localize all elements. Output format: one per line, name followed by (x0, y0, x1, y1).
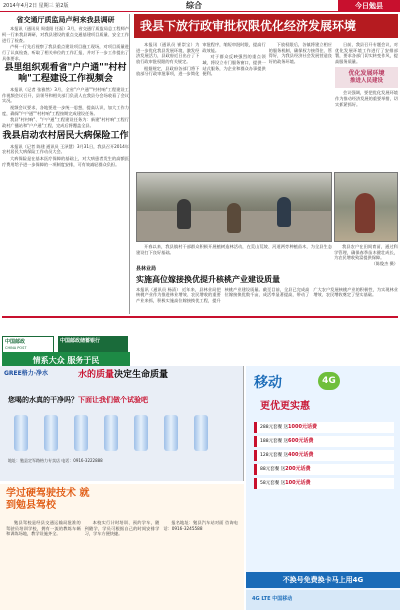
gree-logo: GREE格力·净水 (4, 370, 49, 377)
plan-label: 88元套餐 送 (260, 467, 286, 473)
lead-paragraph: 对于群众反映强烈的重点领域，将设立专门服务窗口，提供一站式服务，为企业和群众办事提供便利。 (202, 54, 266, 77)
article-paragraph: 大病保险是在基本医疗保障的基础上，对大病患者发生的高额医疗费用给予进一步保障的一项制度安排，可有效减轻群众负担。 (2, 155, 129, 167)
article-source: 县林业局 (136, 266, 157, 272)
article-paragraph: 本报讯（记者 陈建 通讯员 王泽慧）3月31日，我县召开2014年农村居民大病保险工作动员大会。 (2, 143, 129, 155)
mobile-footer: 4G LTE 中国移动 (246, 590, 400, 610)
school-paragraph: 本校实行计时培训、预约学车，随到随学，学员可根据自己的时间安排学习，学车方便快捷。 (84, 520, 160, 537)
bottle-image (164, 415, 178, 451)
school-body (6, 520, 238, 608)
article-paragraph: 视频会议要求，各地要进一步统一思想，提高认识，加大工作力度，确保"户户通""村村响"工程按期完成建设任务。 (2, 105, 129, 116)
page-header (0, 0, 400, 12)
water-bottles (10, 411, 234, 451)
photo-person (177, 199, 191, 229)
plan-amount: 100元话费 (285, 480, 311, 487)
walnut-article (136, 266, 398, 314)
gree-question-red: 下面让我们做个试验吧 (78, 396, 148, 404)
post-name-en: CHINA POST (5, 345, 27, 350)
plan-amount: 600元话费 (288, 438, 314, 445)
article-headline-1: 省交通厅质监局卢柯来我县调研 (16, 15, 115, 24)
plan-price-list (254, 422, 394, 492)
left-column (2, 14, 130, 314)
gree-question-black: 您喝的水真的干净吗？ (8, 396, 78, 404)
bottle-image (104, 415, 118, 451)
plan-row (254, 422, 394, 433)
plan-label: 188元套餐 送 (260, 439, 289, 445)
photo-caption-main: 开春以来，我县镇村干部群众积极开展植树造林活动，在荒山荒坡、河道两旁种植苗木，为全县生态建设打下良好基础。 (136, 244, 332, 255)
slogan-line-1: 优化发展环境 (348, 69, 385, 77)
article-headline-3: 我县启动农村居民大病保险工作 (2, 130, 129, 141)
lead-paragraph: 本报讯（通讯员 崔崇宝）为进一步优化我县发展环境，激发经济发展活力，县政府近日出台了下放行政审批权限的有关规定。 (136, 42, 200, 65)
gree-headline (78, 369, 168, 381)
bottle-image (14, 415, 28, 451)
slogan-line-2: 推进人民建设 (349, 77, 383, 84)
bottle-image (44, 415, 58, 451)
mobile-subtitle: 更优更实惠 (260, 401, 310, 412)
issue-date: 2014年4月2日 星期三 第2版 (3, 3, 69, 9)
bottle-image (194, 415, 208, 451)
section-title: 综合 (186, 1, 202, 10)
gree-headline-black: 决定生命质量 (114, 370, 169, 380)
gree-question (8, 396, 148, 405)
school-paragraph: 勉县驾校是经县交通运输局批准的驾驶员培训学校，拥有一流的教练车辆和训练场地，教学设施齐全。 (6, 520, 81, 537)
article-paragraph: 本报讯（记者 张雅然）3月，全省"户户通""村村响"工程建设工作视频会议召开，县领导和相关部门负责人在我县分会场收看了会议实况。 (2, 87, 129, 104)
photo-person (277, 197, 291, 227)
gree-address: 地址：勉县定军路格力专卖店 电话：0916-3222888 (8, 458, 103, 463)
lead-article-body (136, 42, 332, 170)
gree-water-ad (0, 366, 244, 481)
plan-amount: 400元话费 (288, 452, 314, 459)
walnut-body: 本报讯（通讯员 杨清） 近年来，县林业局把核桃产业作为推进林业增效、农民增收的重要产业来抓，积极实施高位嫁接换优工程，提升核桃产业建设质量。截至目前，全县已完成高位嫁接换优数千亩，成活率显著提高，带动了广大农户发展核桃产业的积极性，为实现林业增效、农民增收奠定了坚实基础。 (136, 286, 398, 303)
plan-amount: 200元话费 (285, 466, 311, 473)
plan-label: 58元套餐 送 (260, 481, 286, 487)
article-paragraph: 我县"村村响"、"户户通"工程建设任务为：新建"村村响"工程行政村广播站和"户户通"工程，完成后将覆盖全县。 (2, 117, 129, 129)
seedling-photo (334, 172, 398, 242)
post-slogan-banner: 情系大众 服务于民 (2, 352, 130, 370)
photo-person (355, 193, 375, 233)
mobile-title: 移动 (254, 375, 282, 391)
lead-sidebar (335, 42, 398, 170)
school-paragraph: 报名地址：勉县汽车站对面 咨询电话：0916-3245588 (163, 520, 238, 531)
lead-headline: 我县下放行政审批权限优化经济发展环境 (134, 14, 398, 38)
article-paragraph: 卢柯一行先后视察了我县重点建设项目施工现场，对项目质量进行了认真检查，听取了相关单位的工作汇报，并对下一步工作提出了具体要求。 (2, 44, 129, 61)
plan-row (254, 464, 394, 475)
newspaper-brand: 今日勉县 (338, 0, 400, 12)
gree-headline-red: 水的质量 (78, 370, 115, 380)
china-mobile-ad (246, 366, 400, 610)
lead-paragraph: 下放权限后，各镇将建立相应的服务机制，确保权力接得住、管得好，为我县经济社会发展营造良好的政务环境。 (268, 42, 332, 65)
photo-person (227, 203, 241, 233)
postal-bank-logo: 中国邮政储蓄银行 (58, 336, 128, 354)
school-headline: 学过硬驾驶技术 就到勉县驾校 (6, 488, 90, 511)
section-divider (2, 316, 398, 318)
article-paragraph: 本报讯（通讯员 周重阳 任磊）3月，省交通厅质监局总工程师卢柯一行来我县调研，对我县建设的重点交通基建项目质量、安全工作进行了检查。 (2, 26, 129, 43)
lead-paragraph: 根据规定，县政府各部门将下放部分行政审批事项，进一步简化审批程序，缩短审批时限，提高行政效能。 (136, 42, 266, 77)
bottle-image (134, 415, 148, 451)
sidebar-paragraph: 会议强调，要把优化发展环境作为推动经济发展的重要举措，切实抓紧抓好。 (335, 90, 398, 107)
post-name: 中国邮政 (5, 339, 26, 345)
driving-school-ad (0, 484, 244, 610)
free-sim-banner: 不换号免费换卡马上用4G (246, 572, 400, 588)
sidebar-paragraph: 日前，我县召开专题会议，对优化发展环境工作进行了安排部署，要求各部门切实转变作风，提高服务质量。 (335, 42, 398, 65)
plan-row (254, 478, 394, 489)
plan-row (254, 450, 394, 461)
slogan-box (335, 67, 398, 89)
article-headline-2: 县里组织观看省"户户通""村村响"工程建设工作视频会 (4, 63, 127, 85)
photo-byline: （陈俊杰 摄） (371, 261, 398, 267)
caption-text: 我县农户在田间育苗，通过科学管理，确保春季苗木健壮成长，为农民增收致富提供保障。 (334, 244, 398, 261)
bottle-image (74, 415, 88, 451)
walnut-headline: 实施高位嫁接换优提升核桃产业建设质量 (136, 273, 280, 284)
plan-label: 128元套餐 送 (260, 453, 289, 459)
plan-amount: 1000元话费 (288, 424, 317, 430)
tree-planting-photo (136, 172, 332, 242)
lead-headline-box (134, 14, 398, 38)
plan-row (254, 436, 394, 447)
4g-badge: 4G (318, 372, 340, 390)
plan-label: 288元套餐 送 (260, 425, 289, 430)
